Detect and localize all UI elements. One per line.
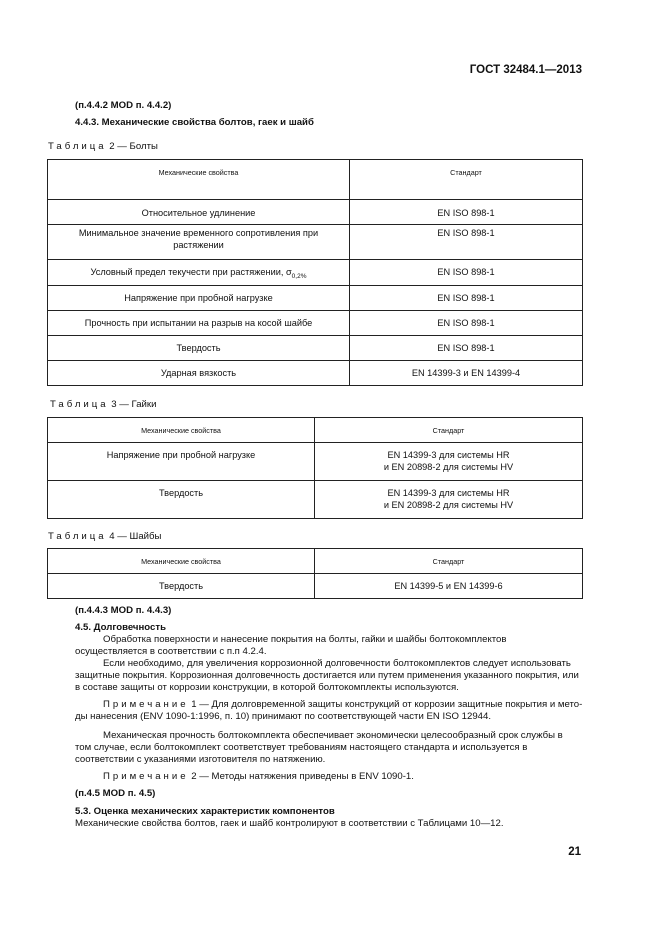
table2-cell [48,260,350,286]
sigma-subscript: 0,2% [291,272,307,280]
table2-cell: EN ISO 898-1 [350,200,583,225]
section-title-4-5: 4.5. Долговечность [75,622,166,633]
table2-caption-word: Таблица [48,141,107,152]
table2-cell-text: Условный предел текучести при растяжении, σ [90,267,292,277]
table3-cell: Твердость [48,481,315,519]
table3-caption-word: Таблица [50,399,109,410]
table2-cell: Прочность при испытании на разрыв на косой шайбе [48,311,350,336]
page-number: 21 [568,846,581,858]
mod-note-4-4-3: (п.4.4.3 MOD п. 4.4.3) [75,605,172,616]
table4-caption-rest: 4 — Шайбы [109,531,162,542]
table2-cell: EN ISO 898-1 [350,260,583,286]
paragraph-strength: Механическая прочность болтокомплекта обеспечивает экономически целесообразный срок службы в том случае, если болтокомплект соответствует требованиям настоящего стандарта и используется в соответствии с указаниями изготовителя по натяжению. [75,730,563,765]
table2-cell: EN ISO 898-1 [350,311,583,336]
table3-cell-line: EN 14399-3 для системы HR [387,450,510,460]
note1-text: 1 — Для долговременной защиты конструкций от коррозии защитные покрытия и мето- ды нанесения (ENV 1090-1:1996, п. 10) принимают по соответствующей части EN ISO 12944. [75,699,583,722]
note-1 [75,699,585,723]
note1-word: Примечание [103,699,189,710]
table4-cell: Твердость [48,574,315,599]
table3-cell-line: EN 14399-3 для системы HR [387,488,510,498]
document-id: ГОСТ 32484.1—2013 [469,64,582,76]
note2-word: Примечание [103,771,189,782]
table4-cell: EN 14399-5 и EN 14399-6 [315,574,583,599]
paragraph-coating: Обработка поверхности и нанесение покрытия на болты, гайки и шайбы болтокомплектов осуществляется в соответствии с п.п 4.2.4. [75,634,507,657]
mod-note-4-4-2: (п.4.4.2 MOD п. 4.4.2) [75,100,172,111]
paragraph-corrosion: Если необходимо, для увеличения коррозионной долговечности болтокомплектов следует использовать защитные покрытия. Коррозионная долговечность достигается или путем применения указанного покрытия, или в составе защиты от коррозии конструкции, в которой болтокомплекты используются. [75,658,579,693]
table2-cell: Относительное удлинение [48,200,350,225]
table2-cell: EN ISO 898-1 [350,225,583,260]
table4-caption [48,531,161,543]
table2-header-standard: Стандарт [350,160,583,200]
table4-header-property: Механические свойства [48,549,315,574]
table2 [47,159,583,386]
table4-caption-word: Таблица [48,531,107,542]
section-title-4-4-3: 4.4.3. Механические свойства болтов, гаек и шайб [75,117,314,128]
table3-caption-rest: 3 — Гайки [111,399,157,410]
table3-cell-line: и EN 20898-2 для системы HV [383,499,514,510]
table4-header-standard: Стандарт [315,549,583,574]
table3-cell: Напряжение при пробной нагрузке [48,443,315,481]
section-title-5-3: 5.3. Оценка механических характеристик компонентов [75,806,335,817]
table3-header-property: Механические свойства [48,418,315,443]
table2-cell: Напряжение при пробной нагрузке [48,286,350,311]
table4 [47,548,583,599]
table3-cell [315,443,583,481]
table2-cell: Ударная вязкость [48,361,350,386]
table2-caption-rest: 2 — Болты [109,141,158,152]
paragraph-components: Механические свойства болтов, гаек и шайб контролируют в соответствии с Таблицами 10—12. [75,818,504,829]
table3-cell-line: и EN 20898-2 для системы HV [383,461,514,472]
table3 [47,417,583,519]
table3-header-standard: Стандарт [315,418,583,443]
table3-caption [50,399,156,411]
table3-cell [315,481,583,519]
table2-cell: EN ISO 898-1 [350,336,583,361]
mod-note-4-5: (п.4.5 MOD п. 4.5) [75,788,156,799]
note-2 [75,771,585,783]
table2-cell-text: Минимальное значение временного сопротивления при растяжении [78,228,319,250]
table2-cell [48,225,350,260]
table2-cell: Твердость [48,336,350,361]
table2-caption [48,141,158,153]
table2-cell: EN ISO 898-1 [350,286,583,311]
table2-header-property: Механические свойства [48,160,350,200]
table2-cell: EN 14399-3 и EN 14399-4 [350,361,583,386]
note2-text: 2 — Методы натяжения приведены в ENV 1090-1. [191,771,414,782]
